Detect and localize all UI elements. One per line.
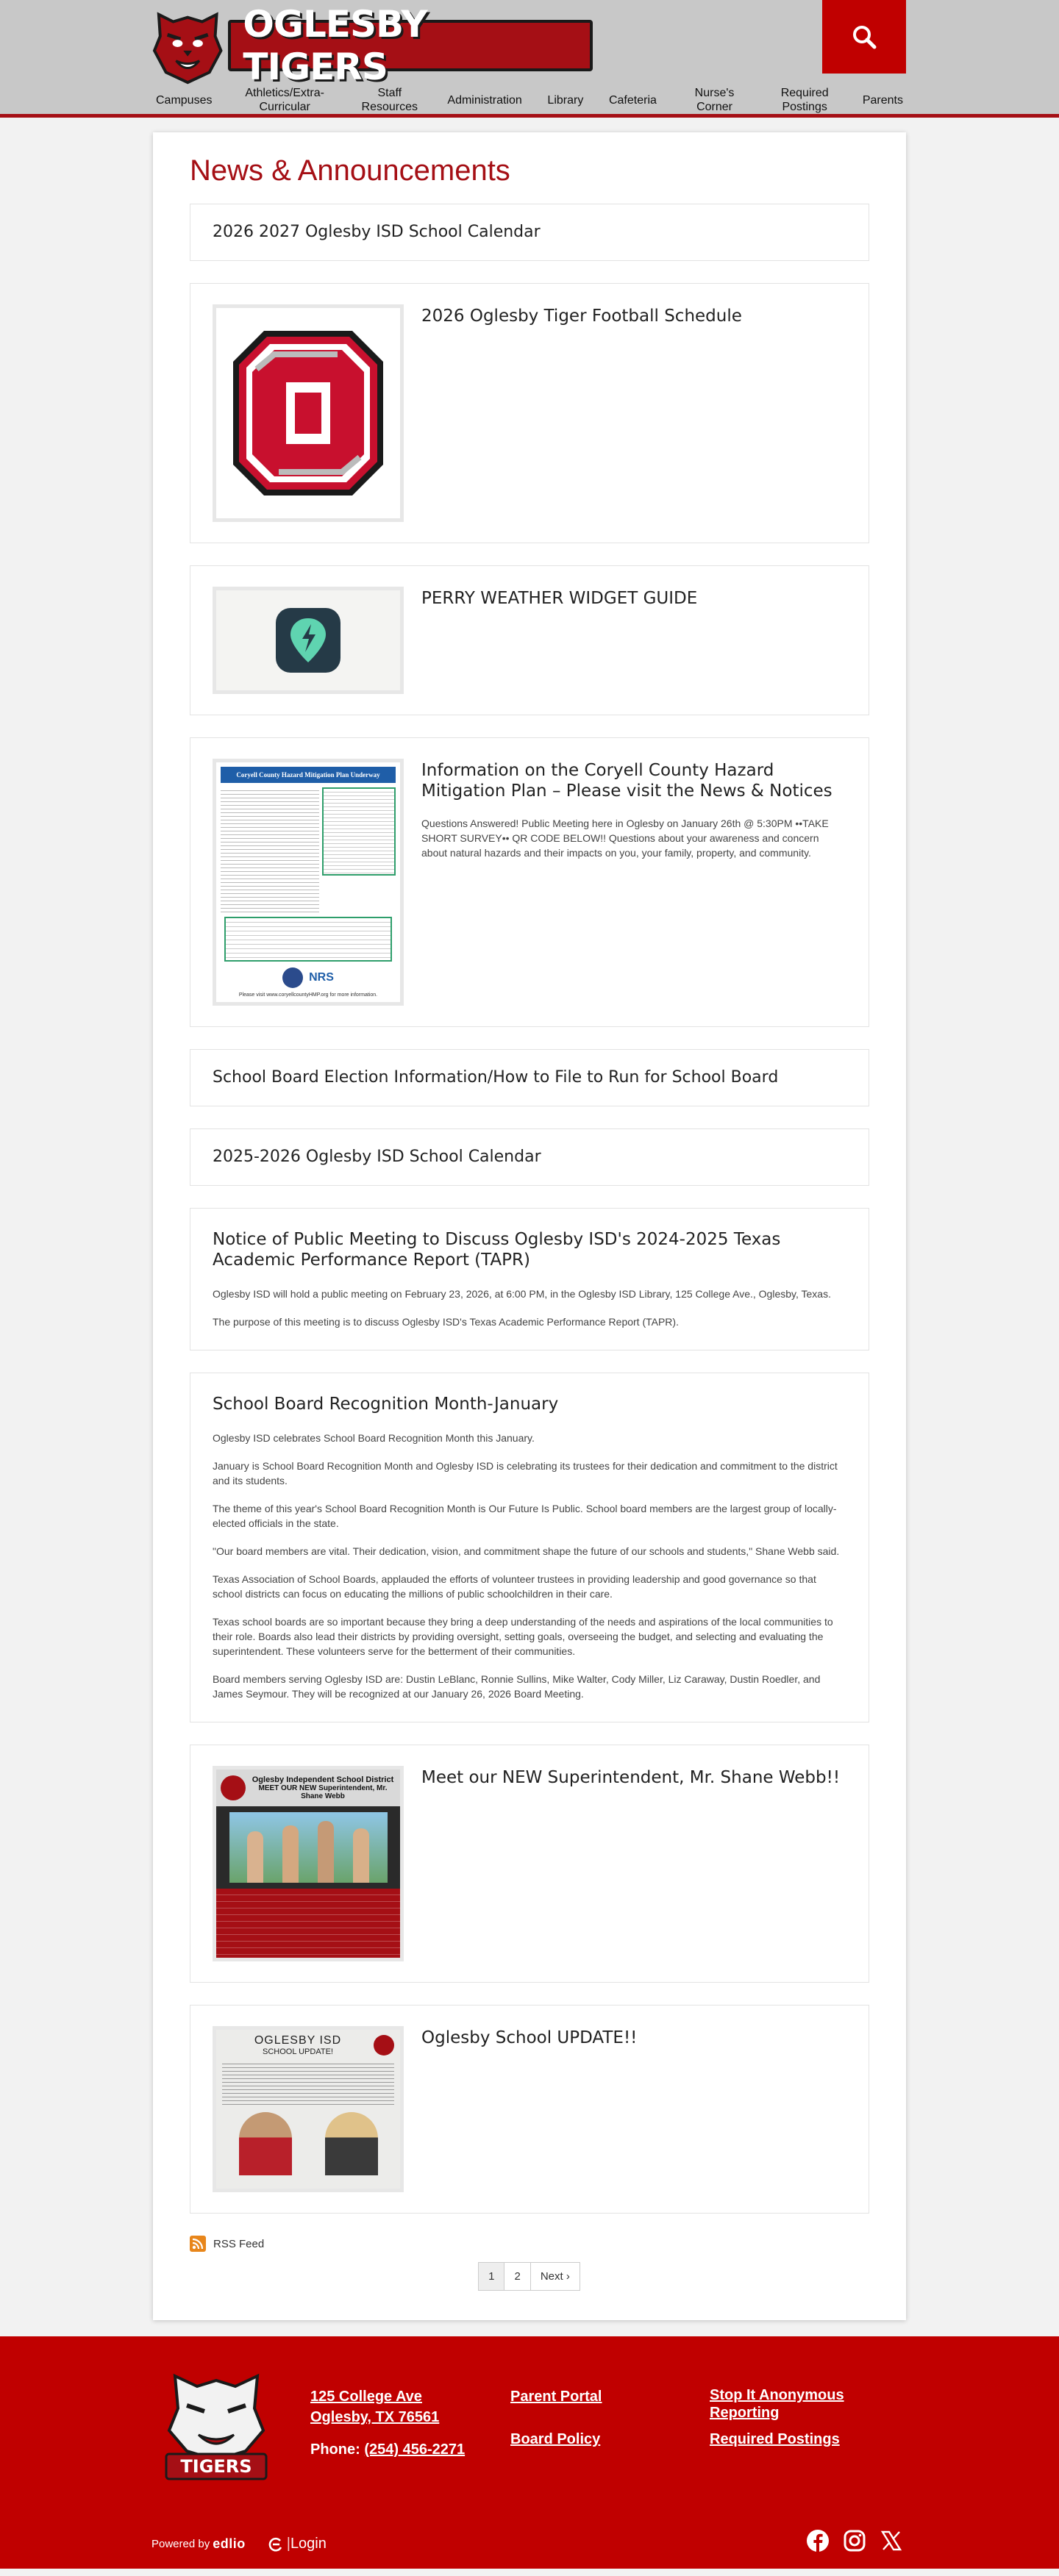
post-paragraph: Board members serving Oglesby ISD are: Dustin LeBlanc, Ronnie Sullins, Mike Walter, Cody Miller, Liz Caraway, Dustin Roedler, and James Seymour. They will be recognized at our January 26, 2026 Board Meeting. xyxy=(213,1673,821,1700)
news-post xyxy=(190,565,869,715)
page-2-button[interactable]: 2 xyxy=(504,2262,530,2291)
address-line-1[interactable]: 125 College Ave xyxy=(310,2389,422,2405)
page-1-button[interactable]: 1 xyxy=(478,2262,504,2291)
news-post xyxy=(190,1128,869,1186)
post-title-link[interactable]: PERRY WEATHER WIDGET GUIDE xyxy=(421,589,698,608)
nav-parents[interactable]: Parents xyxy=(862,93,903,107)
flyer-subtitle: MEET OUR NEW Superintendent, Mr. Shane Webb xyxy=(258,1784,388,1800)
superintendent-flyer-header xyxy=(216,1770,400,1806)
rss-icon xyxy=(190,2236,206,2252)
post-thumbnail[interactable] xyxy=(213,587,404,694)
login-link[interactable]: | Login xyxy=(268,2536,327,2552)
edlio-logo: edlio xyxy=(213,2536,246,2551)
nav-cafeteria[interactable]: Cafeteria xyxy=(608,93,657,107)
tigers-footer-logo-icon xyxy=(160,2364,272,2482)
instagram-icon[interactable] xyxy=(843,2529,866,2552)
news-post xyxy=(190,1208,869,1350)
news-post xyxy=(190,283,869,543)
post-thumbnail[interactable] xyxy=(213,1766,404,1961)
tiger-mascot-icon xyxy=(151,7,224,85)
post-paragraph: January is School Board Recognition Month and Oglesby ISD is celebrating its trustees for their dedication and commitment to the district and its students. xyxy=(213,1460,838,1486)
block-o-logo-icon xyxy=(227,325,389,501)
social-links xyxy=(806,2529,903,2552)
post-title-link[interactable]: Meet our NEW Superintendent, Mr. Shane Webb!! xyxy=(421,1768,841,1787)
nav-campuses[interactable]: Campuses xyxy=(156,93,213,107)
flyer-title: OGLESBY ISD xyxy=(254,2034,342,2047)
nav-athletics[interactable]: Athletics/Extra-Curricular xyxy=(245,87,324,113)
flyer-text-block xyxy=(216,1889,400,1958)
x-icon[interactable] xyxy=(880,2529,903,2552)
news-post xyxy=(190,1049,869,1106)
flyer-subtitle: SCHOOL UPDATE! xyxy=(263,2047,333,2056)
phone-label: Phone: xyxy=(310,2441,360,2458)
weather-app-icon xyxy=(274,607,342,674)
post-title-link[interactable]: 2026 2027 Oglesby ISD School Calendar xyxy=(213,223,541,241)
flyer-text-block xyxy=(222,2061,394,2106)
update-flyer-header xyxy=(222,2034,394,2056)
post-thumbnail[interactable] xyxy=(213,759,404,1006)
address-line-2[interactable]: Oglesby, TX 76561 xyxy=(310,2409,440,2425)
facebook-icon[interactable] xyxy=(806,2529,830,2552)
site-logo[interactable] xyxy=(151,3,593,88)
post-title-link[interactable]: Oglesby School UPDATE!! xyxy=(421,2028,638,2047)
flyer-footer: Please visit www.coryellcountyHMP.org for more information. xyxy=(238,992,378,998)
search-button[interactable] xyxy=(822,0,906,74)
search-icon xyxy=(852,24,877,49)
footer-address xyxy=(310,2386,465,2460)
pagination xyxy=(190,2262,869,2291)
nav-staff-resources[interactable]: Staff Resources xyxy=(361,87,418,113)
post-paragraph: "Our board members are vital. Their dedication, vision, and commitment shape the future of our schools and students," Shane Webb said. xyxy=(213,1545,840,1557)
footer-links-col2 xyxy=(510,2386,602,2450)
post-title-link[interactable]: Notice of Public Meeting to Discuss Oglesby ISD's 2024-2025 Texas Academic Performance Report (TAPR) xyxy=(213,1230,781,1270)
flyer-body xyxy=(221,787,396,912)
post-summary: Questions Answered! Public Meeting here in Oglesby on January 26th @ 5:30PM ••TAKE SHORT SURVEY•• QR CODE BELOW!! Questions about your awareness and concern about natural hazards and their impacts on you, your family, property, and community. xyxy=(421,817,829,859)
nav-required-postings[interactable]: Required Postings xyxy=(780,87,829,113)
post-paragraph: Oglesby ISD will hold a public meeting on February 23, 2026, at 6:00 PM, in the Oglesby ISD Library, 125 College Ave., Oglesby, Texas. xyxy=(213,1288,831,1300)
powered-by-edlio[interactable] xyxy=(151,2536,327,2552)
site-header xyxy=(0,0,1059,118)
post-title-link[interactable]: Information on the Coryell County Hazard Mitigation Plan – Please visit the News & Notices xyxy=(421,761,832,801)
site-footer xyxy=(0,2336,1059,2569)
footer-links-col3 xyxy=(710,2386,879,2450)
post-title-link[interactable]: School Board Recognition Month-January xyxy=(213,1395,559,1414)
flyer-photos xyxy=(222,2112,394,2175)
post-title-link[interactable]: 2026 Oglesby Tiger Football Schedule xyxy=(421,307,742,326)
post-thumbnail[interactable] xyxy=(213,2026,404,2192)
post-paragraph: Oglesby ISD celebrates School Board Recognition Month this January. xyxy=(213,1432,535,1444)
login-label: Login xyxy=(290,2536,327,2552)
next-page-button[interactable]: Next › xyxy=(530,2262,580,2291)
post-thumbnail[interactable] xyxy=(213,304,404,522)
news-post xyxy=(190,1745,869,1983)
flyer-logos: NRS xyxy=(282,967,334,988)
page-title: News & Announcements xyxy=(190,154,510,187)
post-title-link[interactable]: School Board Election Information/How to File to Run for School Board xyxy=(213,1068,779,1087)
news-post xyxy=(190,1373,869,1722)
svg-text:TIGERS: TIGERS xyxy=(180,2456,252,2477)
rss-feed-link[interactable] xyxy=(190,2236,869,2252)
post-paragraph: Texas school boards are so important because they bring a deep understanding of the needs and aspirations of the local communities to their role. Boards also lead their districts by providing oversight, setting goals, overseeing the budget, and selecting and evaluating the superintendent. These volunteers serve for the betterment of their communities. xyxy=(213,1616,833,1657)
news-container xyxy=(153,132,906,2320)
news-post xyxy=(190,2005,869,2214)
post-paragraph: Texas Association of School Boards, applauded the efforts of volunteer trustees in providing leadership and good governance so that school districts can focus on educating the millions of public schoolchildren in their care. xyxy=(213,1573,816,1600)
board-policy-link[interactable]: Board Policy xyxy=(510,2431,601,2447)
nav-library[interactable]: Library xyxy=(547,93,584,107)
flyer-header: Coryell County Hazard Mitigation Plan Underway xyxy=(221,767,396,783)
rss-label: RSS Feed xyxy=(213,2237,265,2250)
phone-link[interactable]: (254) 456-2271 xyxy=(364,2441,466,2458)
news-post xyxy=(190,204,869,261)
nav-nurses-corner[interactable]: Nurse's Corner xyxy=(694,87,735,113)
nav-administration[interactable]: Administration xyxy=(447,93,522,107)
required-postings-link[interactable]: Required Postings xyxy=(710,2431,840,2447)
news-post xyxy=(190,737,869,1027)
post-paragraph: The purpose of this meeting is to discuss Oglesby ISD's Texas Academic Performance Report (TAPR). xyxy=(213,1316,679,1328)
powered-by-label: Powered by xyxy=(151,2538,210,2550)
flyer-meetings-box xyxy=(224,917,392,962)
flyer-title: Oglesby Independent School District xyxy=(252,1775,394,1784)
main-nav xyxy=(151,82,908,118)
logo-text: OGLESBY TIGERS xyxy=(243,3,427,88)
logo-wordmark xyxy=(228,3,593,88)
post-paragraph: The theme of this year's School Board Recognition Month is Our Future Is Public. School board members are the largest group of locally-elected officials in the state. xyxy=(213,1503,837,1529)
parent-portal-link[interactable]: Parent Portal xyxy=(510,2389,602,2405)
edlio-e-icon xyxy=(268,2536,284,2552)
post-title-link[interactable]: 2025-2026 Oglesby ISD School Calendar xyxy=(213,1148,541,1166)
family-photo xyxy=(229,1812,388,1883)
stop-it-link[interactable]: Stop It Anonymous Reporting xyxy=(710,2387,844,2421)
footer-phone xyxy=(310,2439,465,2460)
